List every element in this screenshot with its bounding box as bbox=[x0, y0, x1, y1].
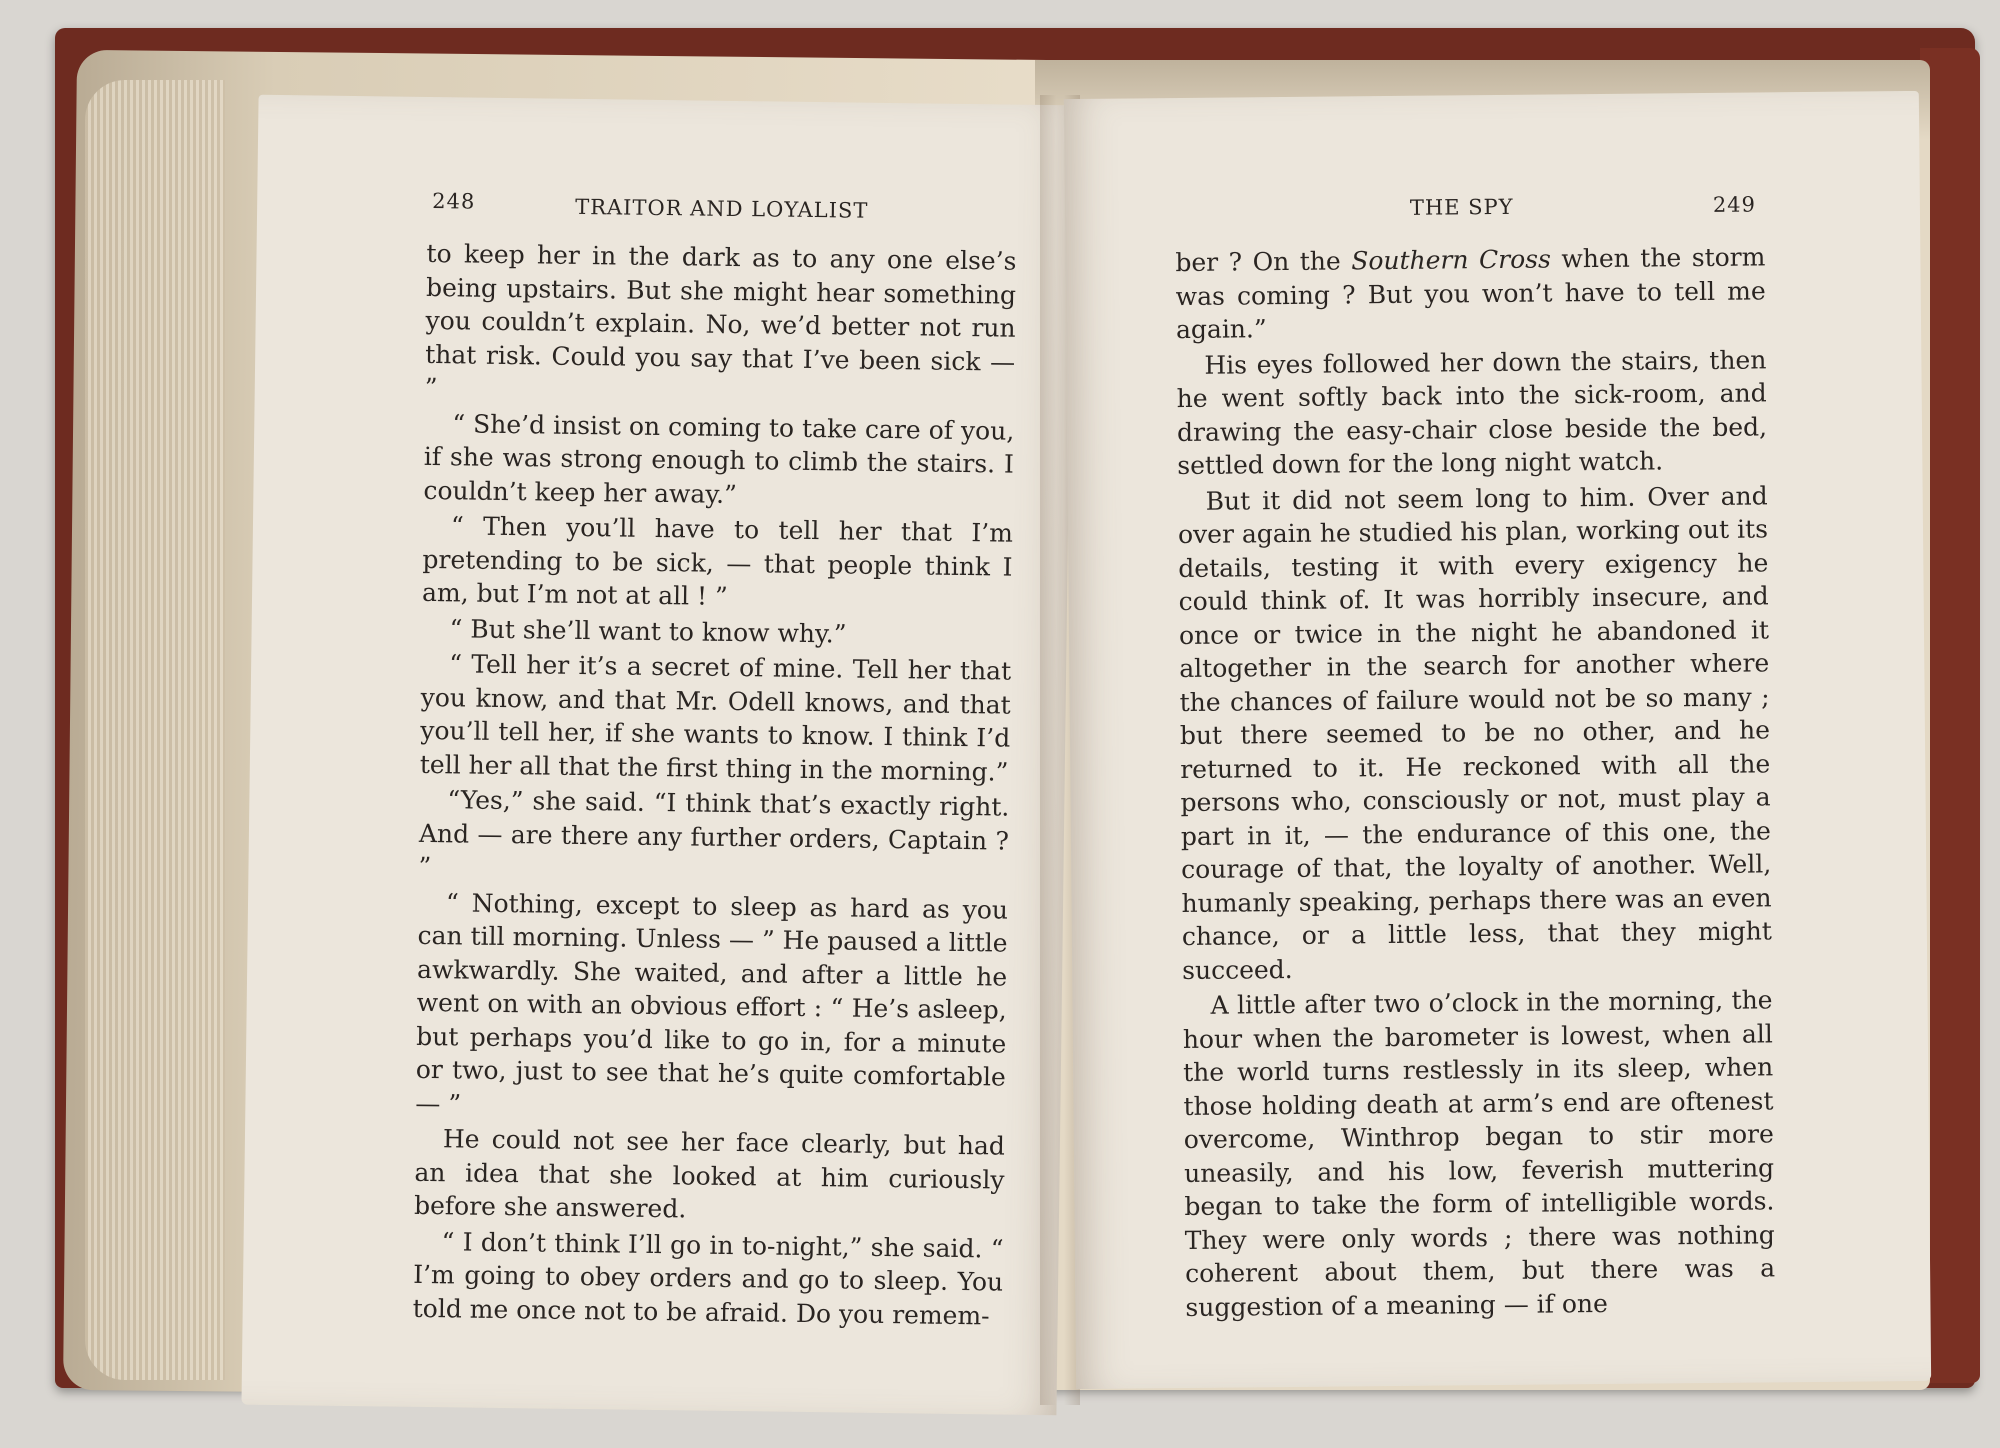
paragraph bbox=[1175, 240, 1766, 346]
right-page bbox=[1064, 91, 1931, 1389]
paragraph: A little after two o’clock in the morning, the hour when the barometer is lowest, when all the world turns restlessly in its sleep, when those holding death at arm’s end are oftenest overcome, Winthrop began to stir more uneasily, and his low, feverish muttering began to take the form of intelligible words. They were only words ; there was nothing coherent about them, but there was a suggestion of a meaning — if one bbox=[1182, 985, 1776, 1322]
paragraph: “ But she’ll want to know why.” bbox=[449, 613, 847, 648]
paragraph: “ Then you’ll have to tell her that I’m pretending to be sick, — that people think I am, but I’m not at all ! ” bbox=[421, 511, 1014, 611]
left-page bbox=[241, 95, 1073, 1416]
paragraph: But it did not seem long to him. Over and over again he studied his plan, working out its details, testing it with every exigency he could think of. It was horribly insecure, and once or twice in the night he abandoned it altogether in the search for another where the chances of failure would not be so many ; but there seemed to be no other, and he returned to it. He reckoned with all the persons who, consciously or not, must play a part in it, — the endurance of this one, the courage of that, the loyalty of another. Well, humanly speaking, perhaps there was an even chance, or a little less, that they might succeed. bbox=[1177, 480, 1772, 985]
running-title: TRAITOR AND LOYALIST bbox=[575, 194, 869, 223]
paragraph: to keep her in the dark as to any one else’s being upstairs. But she might hear something you couldn’t explain. No, we’d better not run that risk. Could you say that I’ve been sick — ” bbox=[424, 238, 1017, 403]
paragraph: “ I don’t think I’ll go in to-night,” she said. “ I’m going to obey orders and go to sleep. You told me once not to be afraid. Do you remem- bbox=[412, 1226, 1004, 1330]
paragraph: “Yes,” she said. “I think that’s exactly right. And — are there any further orders, Captain ? ” bbox=[418, 785, 1010, 882]
paragraph-text: ber ? On the bbox=[1175, 246, 1352, 278]
paragraph: “ Nothing, except to sleep as hard as you can till morning. Unless — ” He paused a little awkwardly. She waited, and after a little he went on with an obvious effort : “ He’s asleep, but perhaps you’d like to go in, for a minute or two, just to see that he’s quite comfortable — ” bbox=[415, 887, 1009, 1118]
page-number: 249 bbox=[1712, 192, 1757, 217]
italic-ship-name: Southern Cross bbox=[1351, 244, 1551, 276]
paragraph: His eyes followed her down the stairs, then he went softly back into the sick-room, and drawing the easy-chair close beside the bed, settled down for the long night watch. bbox=[1176, 344, 1768, 481]
page-number: 248 bbox=[432, 189, 476, 214]
paragraph: “ Tell her it’s a secret of mine. Tell her that you know, and that Mr. Odell knows, and that you’ll tell her, if she wants to know. I think I’d tell her all that the first thing in the morning.” bbox=[419, 649, 1012, 787]
paragraph: He could not see her face clearly, but had an idea that she looked at him curiously before she answered. bbox=[413, 1124, 1006, 1224]
body-text bbox=[1175, 240, 1775, 1324]
running-title: THE SPY bbox=[1409, 194, 1514, 220]
page-edges bbox=[85, 80, 225, 1380]
body-text bbox=[413, 237, 1017, 1333]
paragraph-text: when the storm was coming ? But you won’t have to tell me again.” bbox=[1175, 242, 1766, 345]
paragraph: “ She’d insist on coming to take care of you, if she was strong enough to climb the stairs. I couldn’t keep her away.” bbox=[423, 408, 1015, 509]
